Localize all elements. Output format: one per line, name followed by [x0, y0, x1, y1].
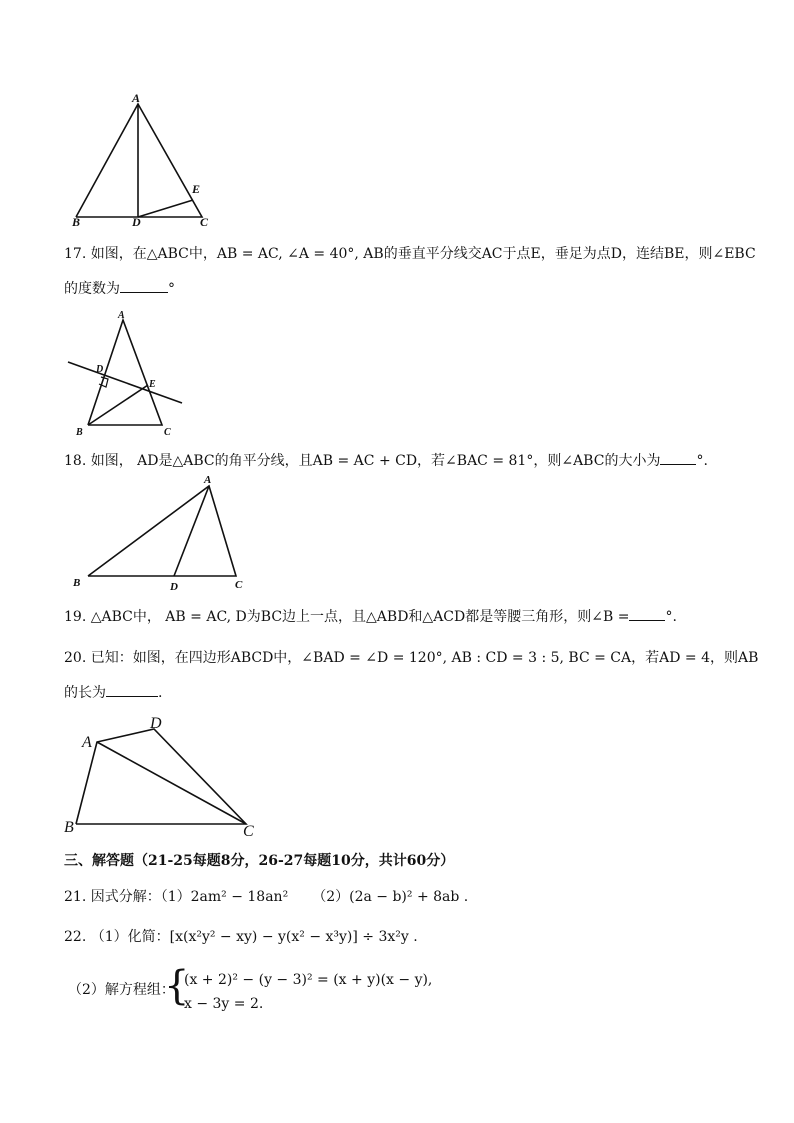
- label-b: B: [73, 577, 81, 589]
- q18-line: [64, 450, 708, 471]
- q17-line2: [64, 278, 175, 299]
- q19-answer-blank[interactable]: [629, 606, 665, 621]
- q18-answer-blank[interactable]: [660, 450, 696, 465]
- label-a: A: [204, 474, 212, 486]
- q22-part2-label: （2）解方程组：: [68, 982, 175, 998]
- q18-text-pre: 18. 如图， AD是△ABC的角平分线，且AB = AC + CD，若∠BAC = 81°，则∠ABC的大小为: [64, 453, 661, 469]
- q21-part2: （2）(2a − b)² + 8ab .: [312, 889, 469, 905]
- q18-text-post: °.: [696, 453, 708, 469]
- equation-system-brace: {: [164, 963, 190, 1009]
- q22-eq1-line: [184, 970, 432, 990]
- label-d: D: [132, 215, 141, 229]
- label-a: A: [82, 734, 92, 751]
- label-d: D: [170, 581, 178, 593]
- q20-line2: [64, 682, 162, 703]
- label-c: C: [235, 579, 243, 591]
- figure-q17-triangle: [60, 305, 190, 440]
- q17-text: 17. 如图，在△ABC中，AB = AC, ∠A = 40°, AB的垂直平分线交AC于点E，垂足为点D，连结BE，则∠EBC: [64, 246, 756, 262]
- label-e: E: [149, 379, 156, 390]
- q22-eq2: x − 3y = 2.: [184, 996, 264, 1012]
- label-d: D: [96, 364, 104, 375]
- q17-text-pre: 的度数为: [64, 281, 120, 297]
- q22-part1: 22. （1）化简：[x(x²y² − xy) − y(x² − x³y)] ÷ 3x²y .: [64, 929, 418, 945]
- label-e: E: [192, 182, 201, 196]
- label-b: B: [76, 427, 83, 438]
- q17-answer-blank[interactable]: [120, 278, 168, 293]
- label-d: D: [150, 715, 162, 732]
- label-b: B: [72, 215, 81, 229]
- q21-line: [64, 887, 468, 907]
- label-c: C: [243, 823, 254, 840]
- label-a: A: [118, 310, 125, 321]
- label-b: B: [64, 819, 74, 836]
- label-a: A: [132, 91, 141, 105]
- q19-line: [64, 606, 677, 627]
- q22-part2-label-line: [68, 980, 175, 1000]
- q19-text-post: °.: [665, 609, 677, 625]
- label-c: C: [164, 427, 171, 438]
- label-c: C: [200, 215, 209, 229]
- q21-label: 21. 因式分解：: [64, 889, 161, 905]
- q17-text-post: °: [168, 281, 175, 297]
- section-3-title: 三、解答题（21-25每题8分，26-27每题10分，共计60分）: [64, 853, 455, 869]
- figure-q18-triangle: [60, 472, 260, 594]
- q22-eq1: (x + 2)² − (y − 3)² = (x + y)(x − y),: [184, 972, 433, 988]
- figure-q20-quadrilateral: [60, 712, 270, 842]
- figure-q16-triangle: [60, 90, 230, 230]
- q20-text-pre: 的长为: [64, 685, 106, 701]
- q22-eq2-line: [184, 994, 263, 1014]
- q20-answer-blank[interactable]: [106, 682, 158, 697]
- q21-part1: （1）2am² − 18an²: [160, 889, 289, 905]
- q20-text: 20. 已知：如图，在四边形ABCD中，∠BAD = ∠D = 120°, AB : CD = 3 : 5, BC = CA，若AD = 4，则AB: [64, 650, 759, 666]
- section-3-heading: [64, 851, 454, 871]
- q20-text-post: .: [158, 685, 163, 701]
- q19-text-pre: 19. △ABC中， AB = AC, D为BC边上一点，且△ABD和△ACD都是等腰三角形，则∠B =: [64, 609, 630, 625]
- q20-line1: [64, 648, 758, 668]
- q17-line1: [64, 244, 756, 264]
- q22-part1-line: [64, 927, 418, 947]
